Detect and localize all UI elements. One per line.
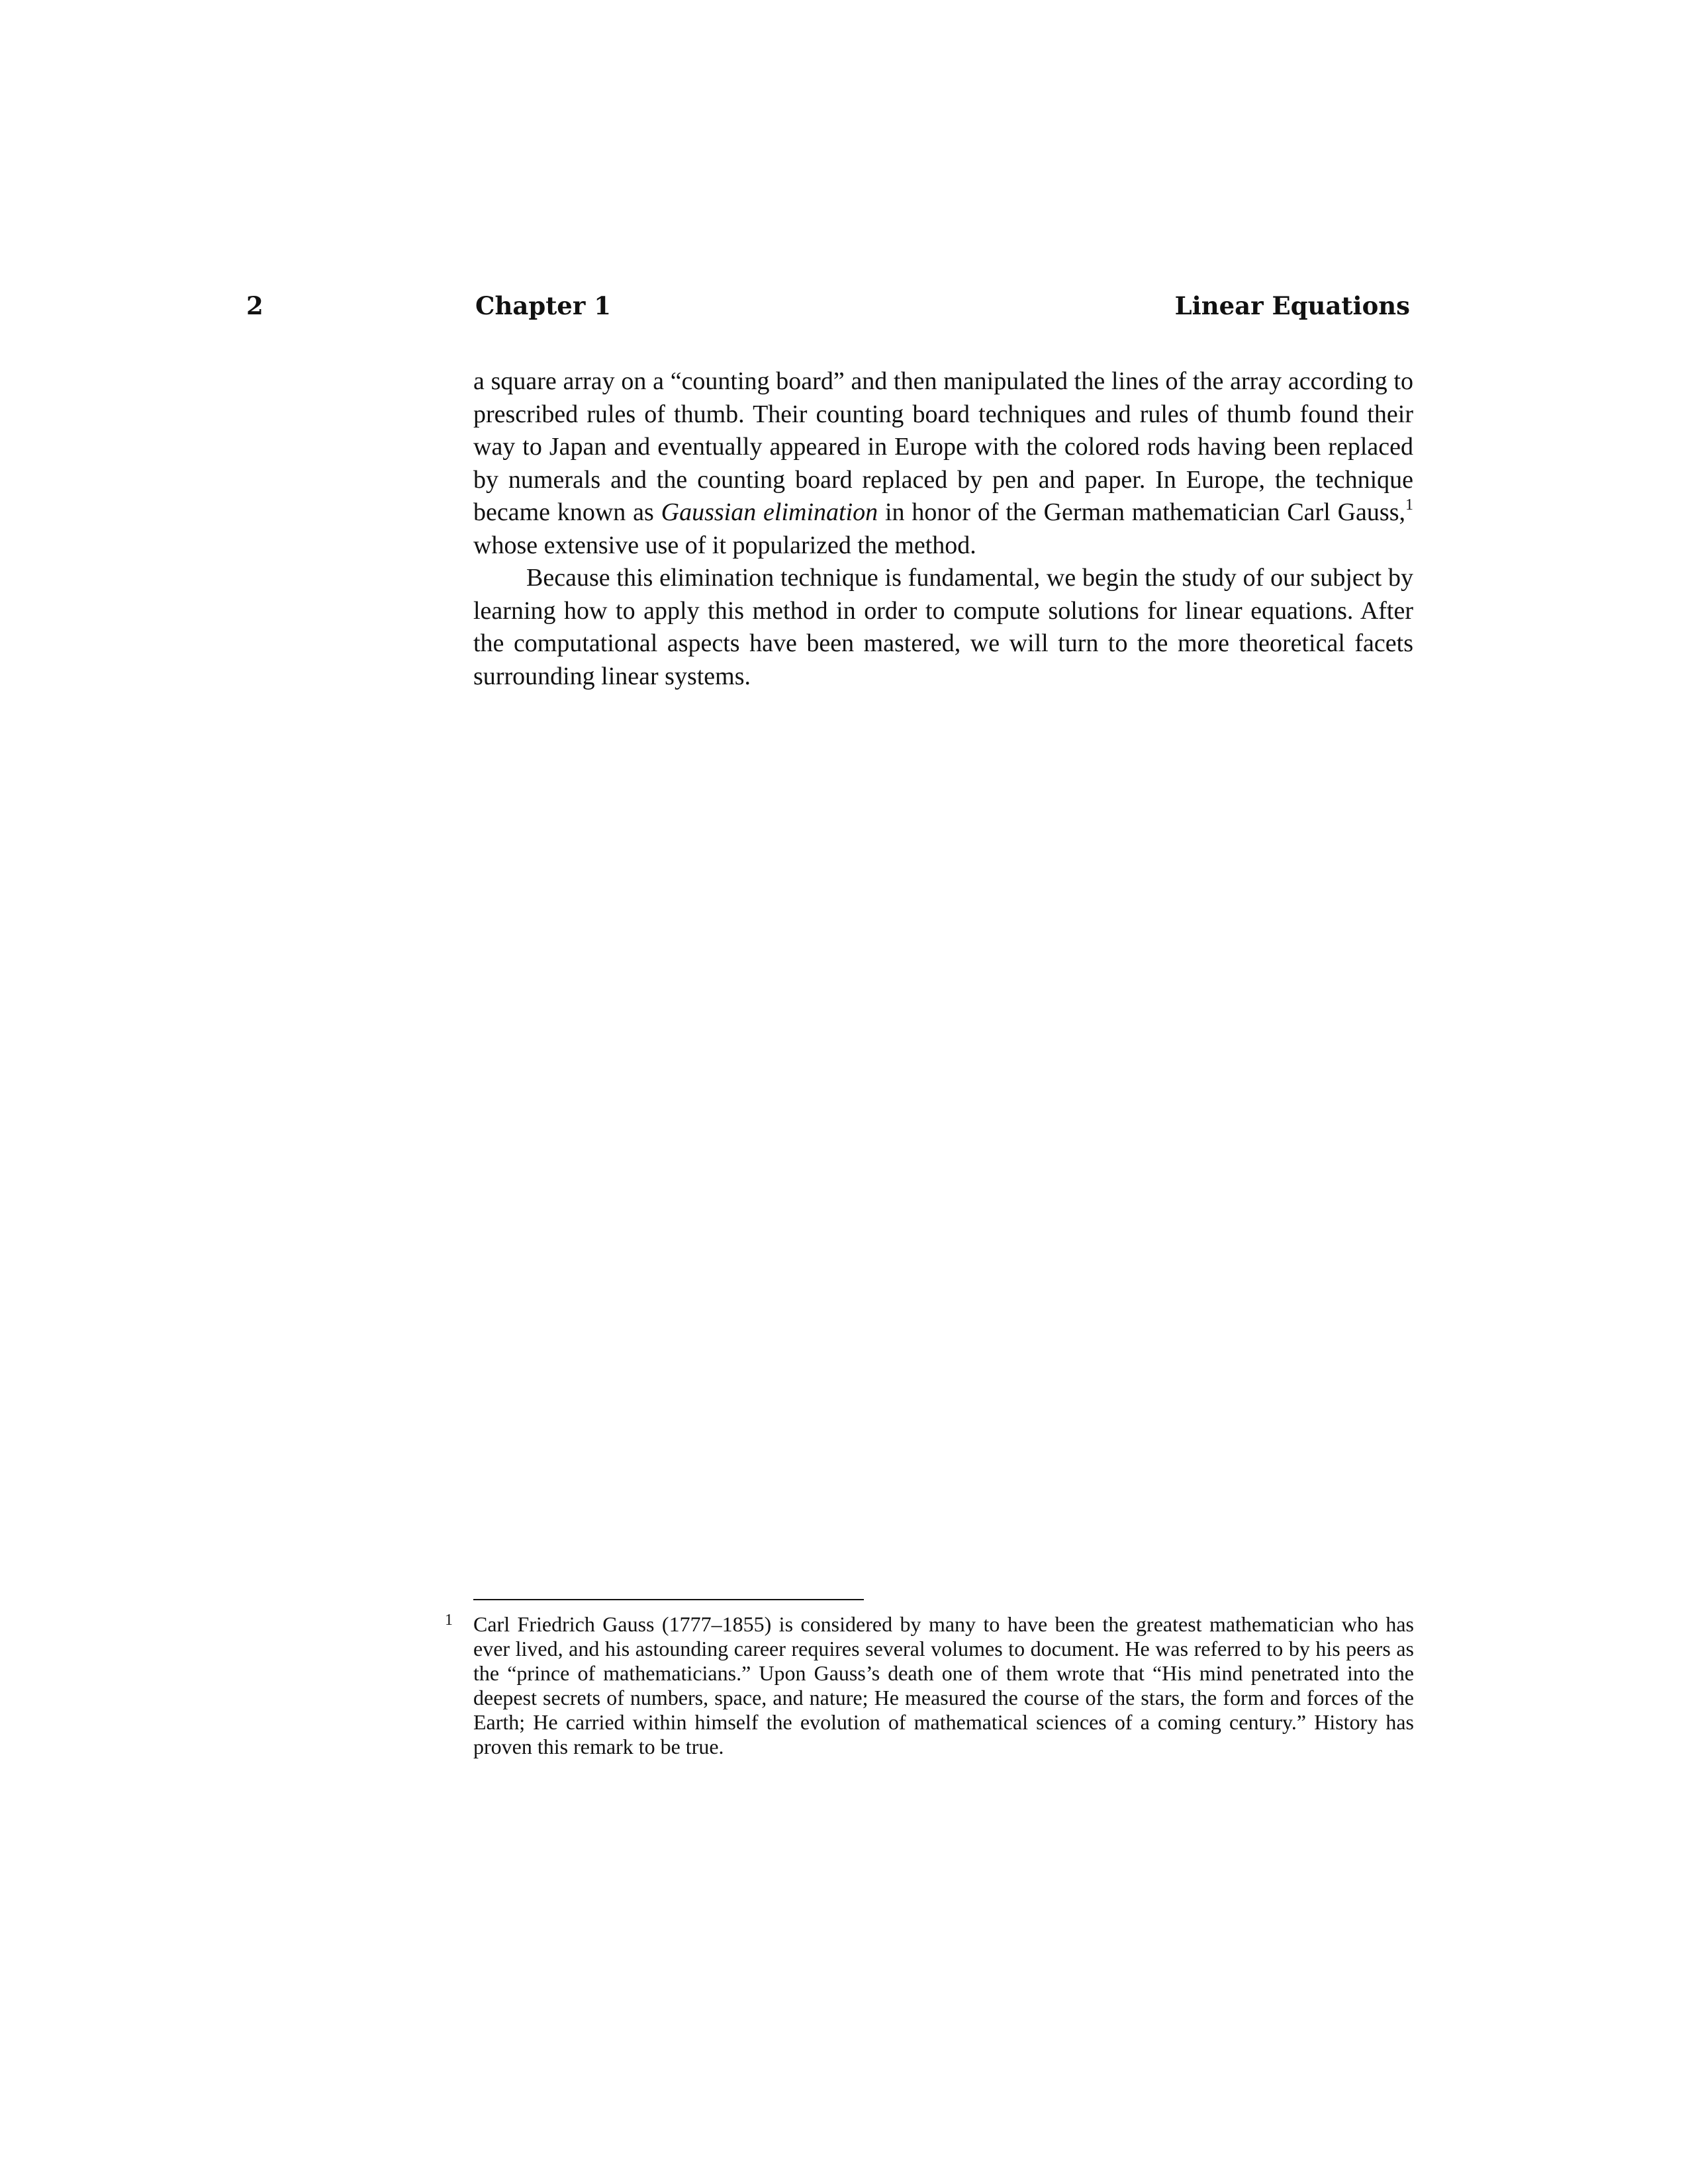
- paragraph-1-part-b: in honor of the German mathematician Carl Gauss,: [878, 498, 1405, 526]
- footnote-number: 1: [445, 1612, 453, 1629]
- main-text: [473, 365, 1413, 693]
- chapter-title: Linear Equations: [1174, 291, 1410, 320]
- paragraph-2: Because this elimination technique is fundamental, we begin the study of our subject by learning how to apply this method in order to compute solutions for linear equations. After the computational aspects have been mastered, we will turn to the more theoretical facets surrounding linear systems.: [473, 564, 1413, 690]
- running-header: [0, 291, 1688, 331]
- footnote: [445, 1612, 1414, 1759]
- paragraph-1: [473, 365, 1413, 562]
- footnote-reference[interactable]: 1: [1405, 496, 1413, 514]
- paragraph-1-part-c: whose extensive use of it popularized the method.: [473, 531, 976, 559]
- footnote-rule: [473, 1599, 864, 1600]
- footnote-text: Carl Friedrich Gauss (1777–1855) is considered by many to have been the greatest mathematician who has ever lived, and his astounding career requires several volumes to document. He was referred to by his peers as the “prince of mathematicians.” Upon Gauss’s death one of them wrote that “His mind penetrated into the deepest secrets of numbers, space, and nature; He measured the course of the stars, the form and forces of the Earth; He carried within himself the evolution of mathematical sciences of a coming century.” History has proven this remark to be true.: [473, 1612, 1414, 1758]
- page-number: 2: [246, 291, 263, 320]
- paragraph-1-part-a: a square array on a “counting board” and then manipulated the lines of the array according to prescribed rules of thumb. Their counting board techniques and rules of thumb found their way to Japan and eventually appeared in Europe with the colored rods having been replaced by numerals and the counting board replaced by pen and paper. In Europe, the technique became known as: [473, 367, 1413, 526]
- chapter-label: Chapter 1: [475, 291, 611, 320]
- gaussian-elimination-term: Gaussian elimination: [661, 498, 878, 526]
